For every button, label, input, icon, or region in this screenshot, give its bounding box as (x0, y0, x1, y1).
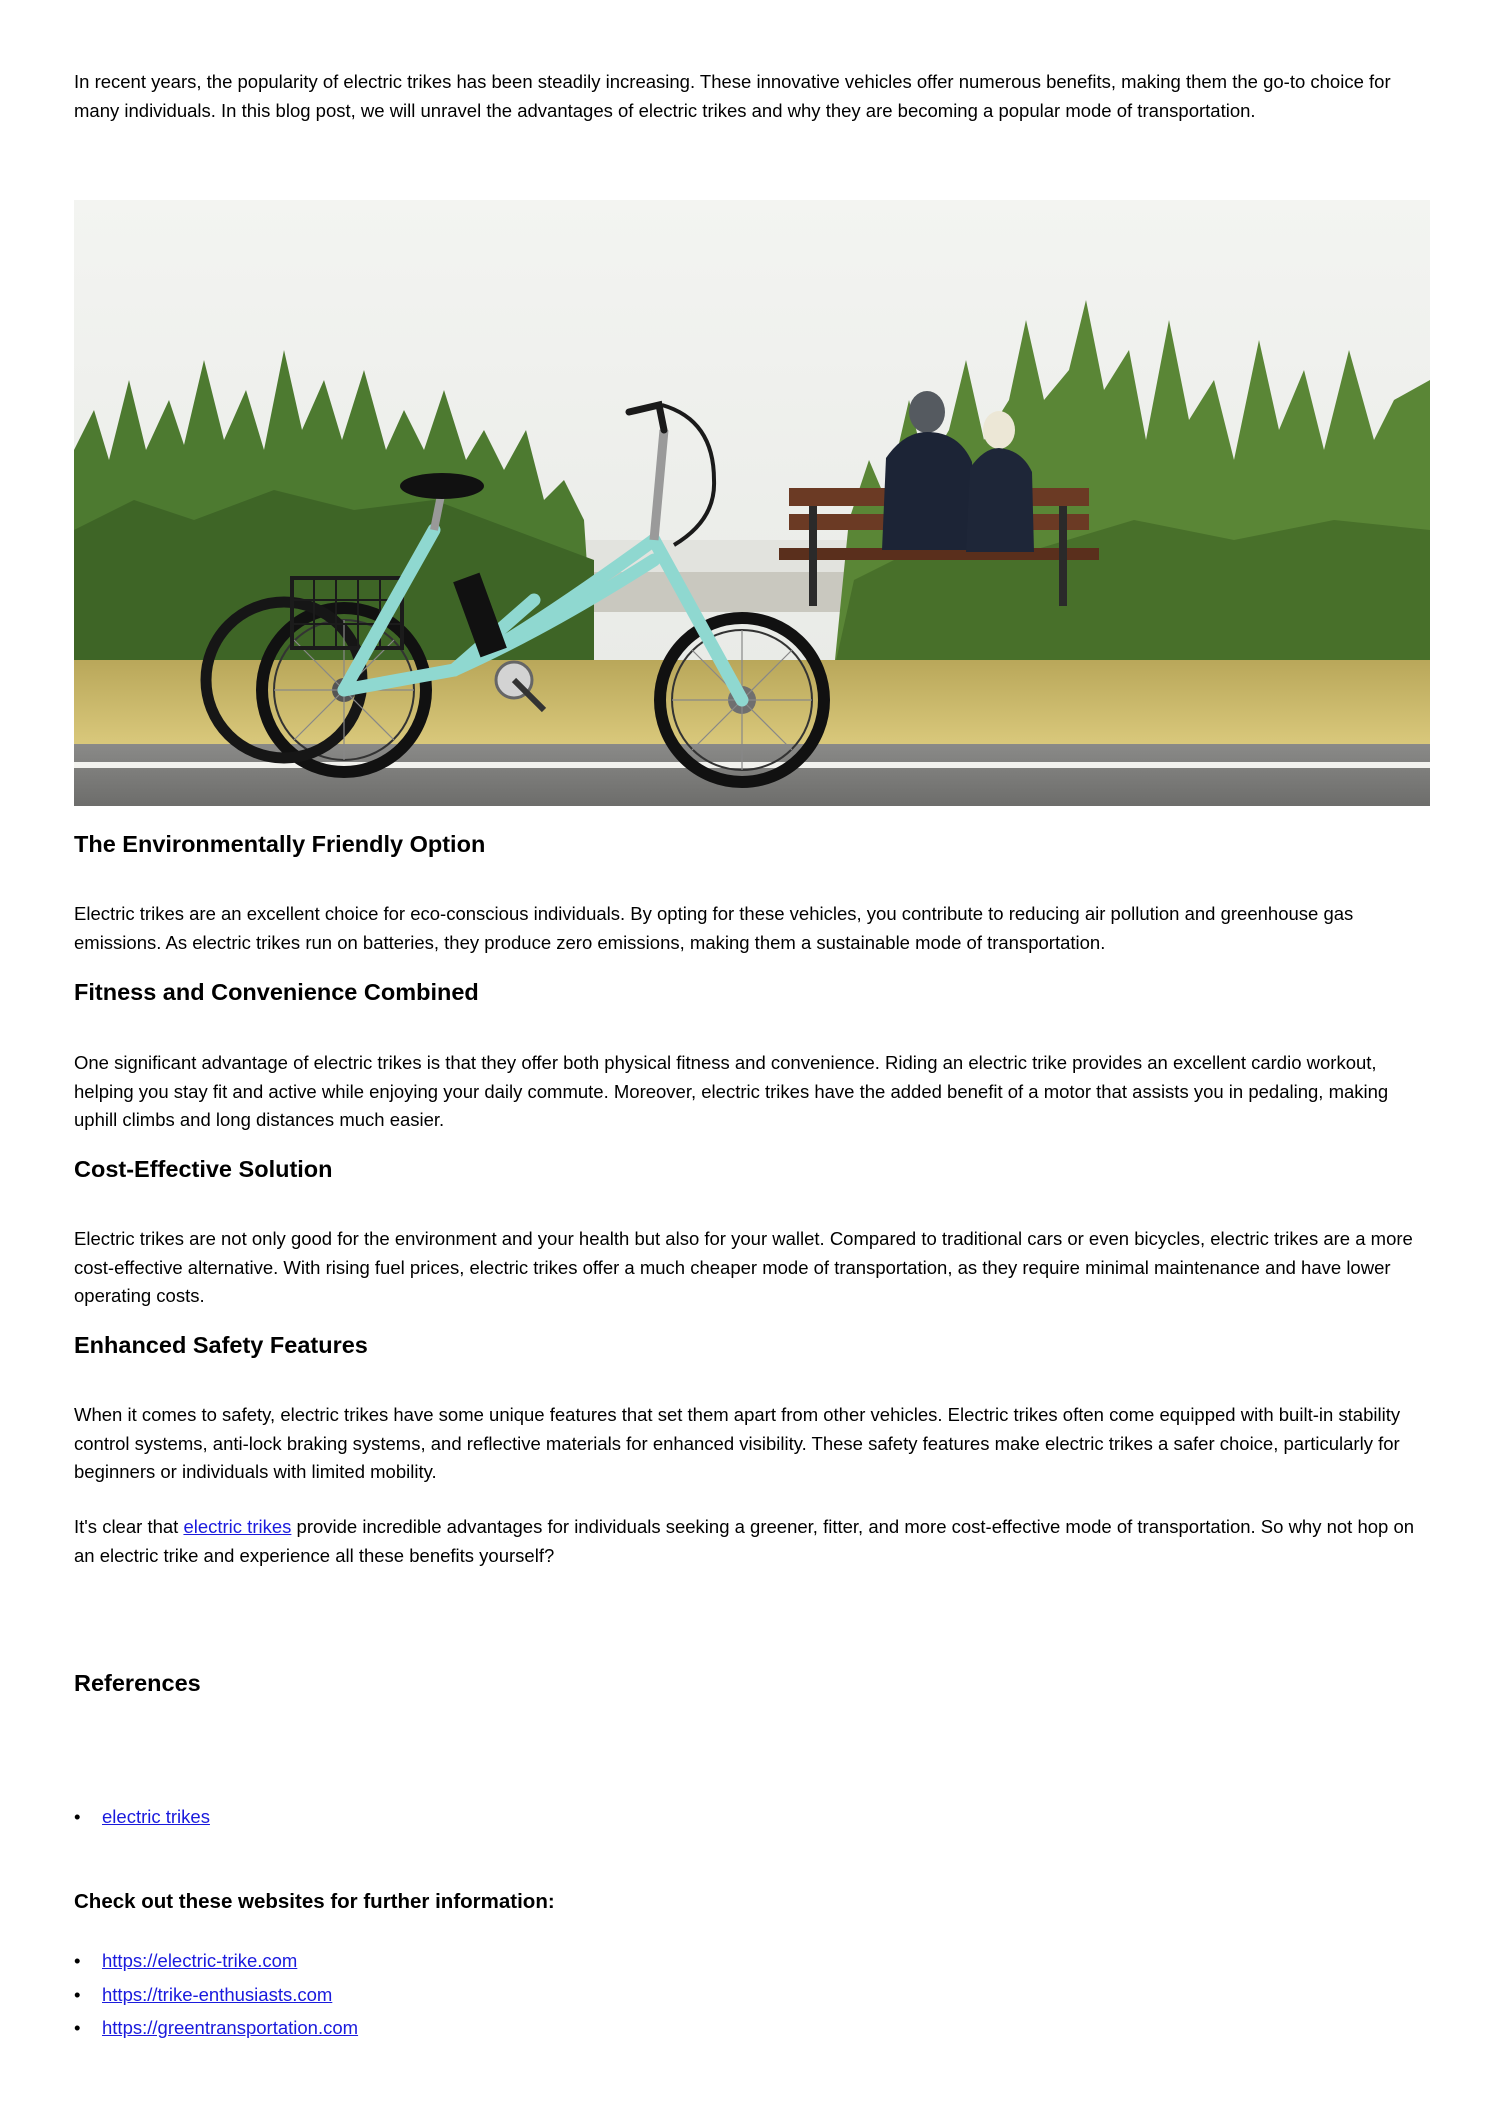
section-body-environment: Electric trikes are an excellent choice for eco-conscious individuals. By opting for these vehicles, you contribute to reducing air pollution and greenhouse gas emissions. As electric trikes run on batteries, they produce zero emissions, making them a sustainable mode of transportation. (74, 903, 1354, 953)
conclusion-paragraph (74, 1513, 1430, 1570)
link-electric-trike[interactable]: https://electric-trike.com (102, 1950, 298, 1971)
hero-image (74, 200, 1430, 806)
link-greentransportation[interactable]: https://greentransportation.com (102, 2017, 359, 2038)
bullet-icon: • (74, 1950, 81, 1971)
section-body-safety: When it comes to safety, electric trikes have some unique features that set them apart from other vehicles. Electric trikes often come equipped with built-in stability control systems, anti-lock braking systems, and reflective materials for enhanced visibility. These safety features make electric trikes a safer choice, particularly for beginners or individuals with limited mobility. (74, 1404, 1401, 1482)
section-body-cost: Electric trikes are not only good for the environment and your health but also for your wallet. Compared to traditional cars or even bicycles, electric trikes are a more cost-effective alternative. With rising fuel prices, electric trikes offer a much cheaper mode of transportation, as they require minimal maintenance and have lower operating costs. (74, 1228, 1413, 1306)
link-trike-enthusiasts[interactable]: https://trike-enthusiasts.com (102, 1983, 333, 2005)
conclusion-after: provide incredible advantages for individuals seeking a greener, fitter, and more cost-effective mode of transportation. So why not hop on an electric trike and experience all these benefits yourself? (74, 1516, 1415, 1566)
section-heading-environment: The Environmentally Friendly Option (74, 831, 486, 857)
list-item (74, 2011, 1430, 2045)
list-item (74, 1944, 1430, 1978)
further-info-list (74, 1944, 1430, 2045)
electric-trikes-link[interactable]: electric trikes (183, 1516, 292, 1537)
reference-link-electric-trikes[interactable]: electric trikes (102, 1806, 210, 1827)
electric-trike-photo (74, 200, 1430, 806)
section-heading-cost: Cost-Effective Solution (74, 1156, 333, 1182)
references-heading: References (74, 1670, 201, 1696)
further-info-heading: Check out these websites for further information: (74, 1890, 555, 1913)
section-body-fitness: One significant advantage of electric trikes is that they offer both physical fitness and convenience. Riding an electric trike provides an excellent cardio workout, helping you stay fit and active while enjoying your daily commute. Moreover, electric trikes have the added benefit of a motor that assists you in pedaling, making uphill climbs and long distances much easier. (74, 1052, 1389, 1130)
bullet-icon: • (74, 1983, 81, 2005)
intro-paragraph: In recent years, the popularity of electric trikes has been steadily increasing. These innovative vehicles offer numerous benefits, making them the go-to choice for many individuals. In this blog post, we will unravel the advantages of electric trikes and why they are becoming a popular mode of transportation. (74, 71, 1391, 121)
list-item (74, 1978, 1430, 2012)
conclusion-before: It's clear that (74, 1516, 184, 1537)
section-heading-fitness: Fitness and Convenience Combined (74, 979, 479, 1005)
list-item (74, 1800, 1430, 1834)
section-heading-safety: Enhanced Safety Features (74, 1332, 368, 1358)
bullet-icon: • (74, 1806, 81, 1827)
bullet-icon: • (74, 2017, 81, 2038)
references-list (74, 1800, 1430, 1834)
